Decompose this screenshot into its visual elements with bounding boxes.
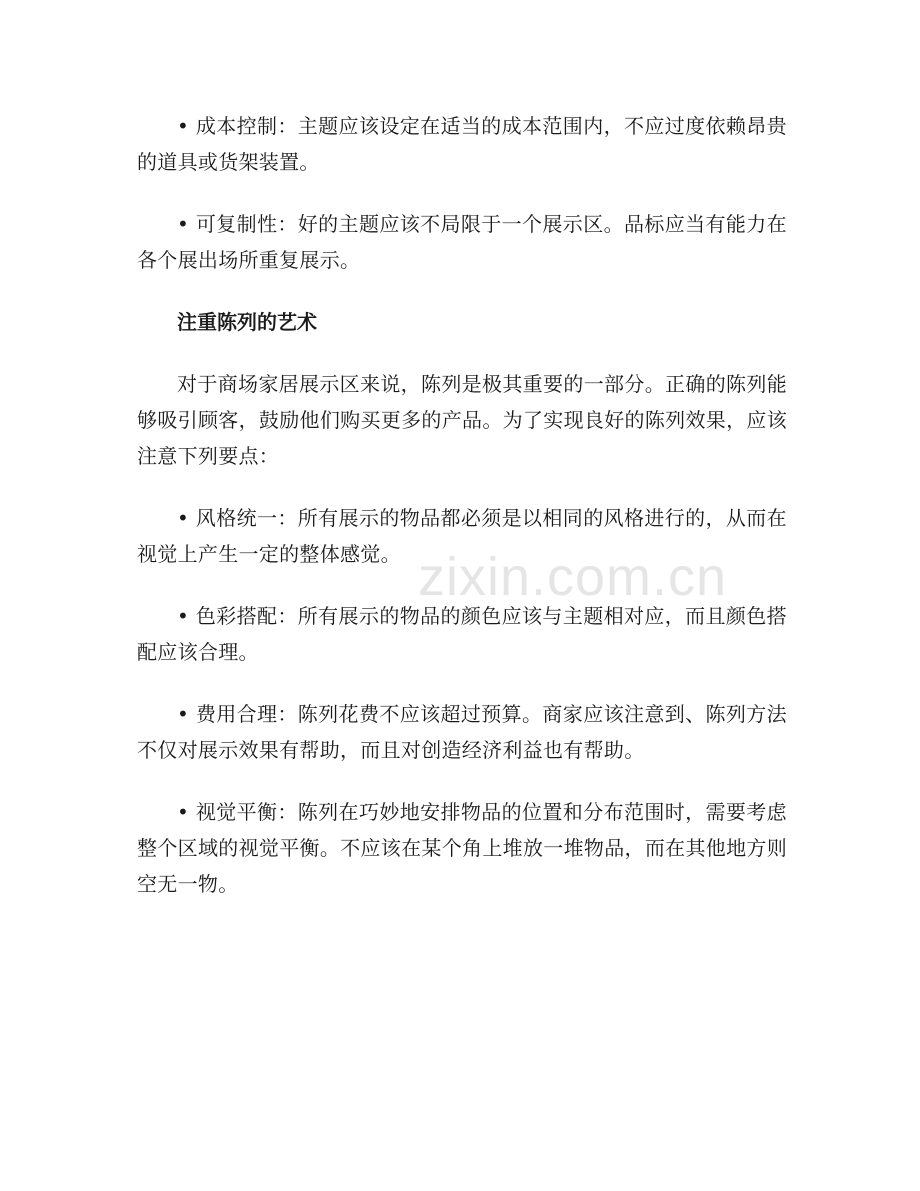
watermark: zixin.com.cn	[418, 547, 728, 607]
document-body	[137, 108, 787, 928]
paragraph-visual-balance: • 视觉平衡：陈列在巧妙地安排物品的位置和分布范围时，需要考虑整个区域的视觉平衡。不应该在某个角上堆放一堆物品，而在其他地方则空无一物。	[137, 800, 787, 896]
paragraph-style-unity: • 风格统一：所有展示的物品都必须是以相同的风格进行的，从而在视觉上产生一定的整体感觉。	[137, 506, 787, 566]
paragraph-cost-control: • 成本控制：主题应该设定在适当的成本范围内，不应过度依赖昂贵的道具或货架装置。	[137, 114, 787, 174]
section-heading: 注重陈列的艺术	[177, 310, 317, 334]
paragraph-intro: 对于商场家居展示区来说，陈列是极其重要的一部分。正确的陈列能够吸引顾客，鼓励他们购买更多的产品。为了实现良好的陈列效果，应该注意下列要点：	[137, 372, 787, 468]
paragraph-color-matching: • 色彩搭配：所有展示的物品的颜色应该与主题相对应，而且颜色搭配应该合理。	[137, 604, 787, 664]
paragraph-replicability: • 可复制性：好的主题应该不局限于一个展示区。品标应当有能力在各个展出场所重复展示。	[137, 212, 787, 272]
paragraph-reasonable-cost: • 费用合理：陈列花费不应该超过预算。商家应该注意到、陈列方法不仅对展示效果有帮助，而且对创造经济利益也有帮助。	[137, 702, 787, 762]
